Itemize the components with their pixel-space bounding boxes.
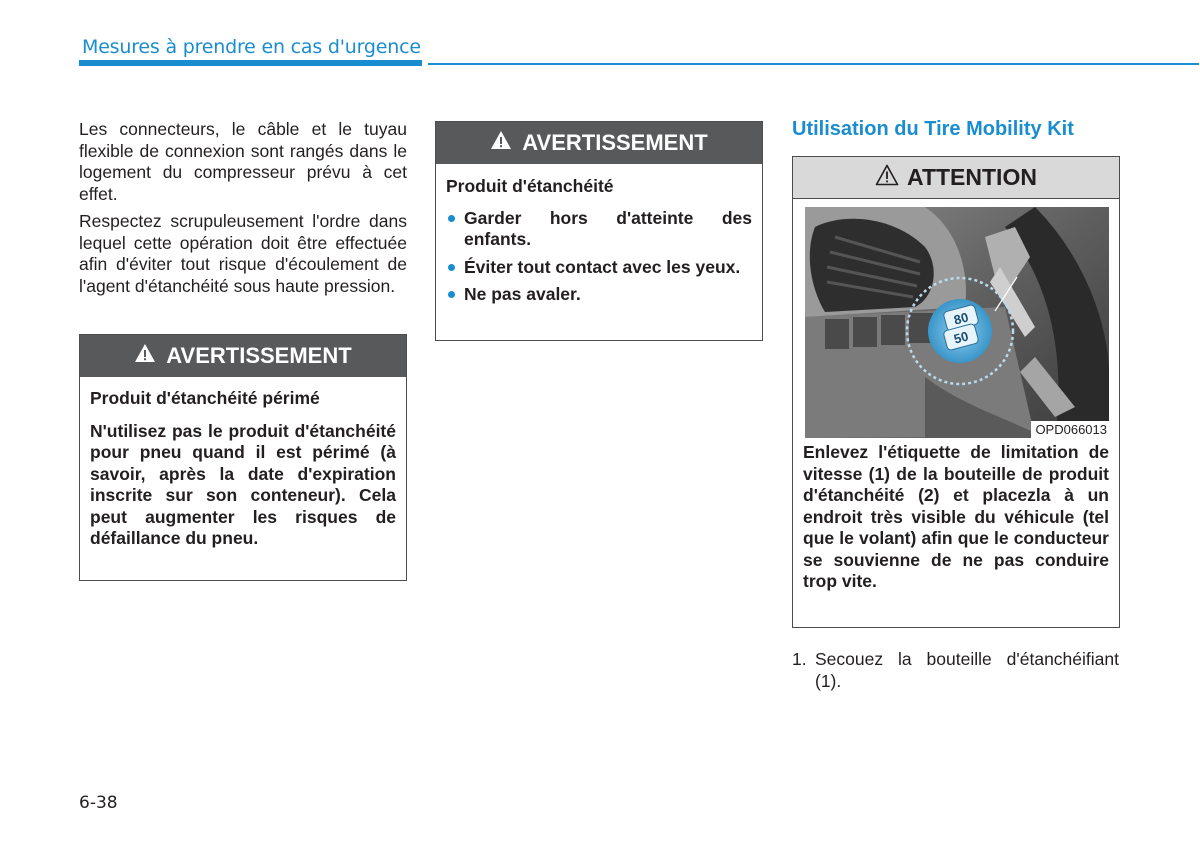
bullet-dot: [448, 215, 455, 222]
section-header: Mesures à prendre en cas d'urgence: [82, 36, 421, 58]
sticker-top-value: 80: [952, 309, 971, 328]
bullet-dot: [448, 291, 455, 298]
warning-triangle-icon: [875, 164, 899, 192]
attention-text: Enlevez l'étiquette de limitation de vitesse (1) de la bouteille de produit d'étanchéité (2) et placezla à un endroit très visible du véhicule (tel que le volant) afin que le conducteur se souvienne de ne pas conduire trop vite.: [803, 442, 1109, 591]
image-code: OPD066013: [1031, 421, 1109, 438]
left-column: [79, 119, 407, 303]
attention-header: [793, 157, 1119, 199]
sticker-bottom-value: 50: [952, 328, 971, 347]
section-title: Utilisation du Tire Mobility Kit: [792, 118, 1074, 140]
bullet-text: Garder hors d'atteinte des enfants.: [464, 207, 752, 249]
page-number: 6-38: [79, 793, 118, 813]
warning-heading: AVERTISSEMENT: [522, 130, 708, 155]
paragraph-order: Respectez scrupuleusement l'ordre dans lequel cette opération doit être effectuée afin d'éviter tout risque d'écoulement de l'agent d'étanchéité sous haute pression.: [79, 211, 407, 296]
bullet-dot: [448, 264, 455, 271]
step-text: Secouez la bouteille d'étanchéifiant (1).: [815, 649, 1119, 691]
header-bar: [79, 60, 422, 66]
warning-box-expired: [79, 334, 407, 581]
bullet-text: Ne pas avaler.: [464, 284, 581, 304]
header-rule: [428, 63, 1199, 65]
warning-body: [436, 164, 762, 306]
dashboard-photo: [805, 207, 1109, 438]
warning-header: [436, 122, 762, 164]
warning-heading: AVERTISSEMENT: [166, 343, 352, 368]
warning-bullets: [446, 208, 752, 306]
attention-box: [792, 156, 1120, 628]
attention-heading: ATTENTION: [907, 164, 1037, 190]
attention-body: [793, 442, 1119, 593]
dashboard-illustration: [805, 207, 1109, 438]
step-number: 1.: [792, 649, 807, 669]
warning-body: [80, 377, 406, 550]
list-item: [446, 284, 752, 306]
paragraph-storage: Les connecteurs, le câble et le tuyau flexible de connexion sont rangés dans le logement du compresseur prévu à cet effet.: [79, 119, 407, 204]
warning-text: N'utilisez pas le produit d'étanchéité pour pneu quand il est périmé (à savoir, après la date d'expiration inscrite sur son conteneur). Cela peut augmenter les risques de défaillance du pneu.: [90, 420, 396, 548]
warning-header: [80, 335, 406, 377]
step-1: [792, 649, 1119, 692]
bullet-text: Éviter tout contact avec les yeux.: [464, 256, 741, 277]
warning-box-sealant: [435, 121, 763, 341]
warning-subtitle: Produit d'étanchéité: [446, 176, 614, 196]
list-item: [446, 208, 752, 251]
warning-subtitle: Produit d'étanchéité périmé: [90, 388, 320, 408]
list-item: [446, 257, 752, 279]
warning-triangle-icon: [134, 343, 156, 369]
warning-triangle-icon: [490, 130, 512, 156]
